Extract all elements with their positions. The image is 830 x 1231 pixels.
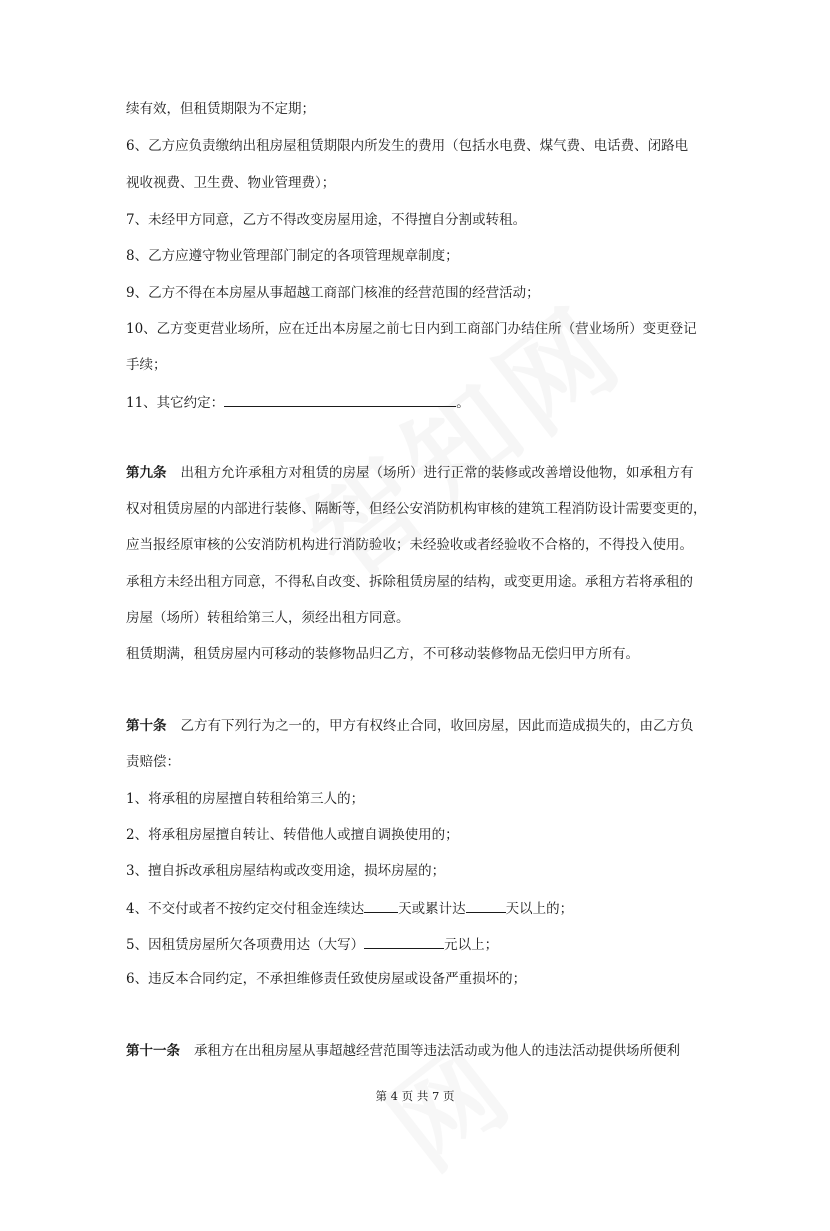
item-5-text-b: 元以上；	[444, 937, 499, 953]
clause-9: 9、乙方不得在本房屋从事超越工商部门核准的经营范围的经营活动；	[126, 285, 540, 301]
item-4-text-a: 4、不交付或者不按约定交付租金连续达	[126, 901, 365, 917]
clause-11	[126, 393, 470, 411]
clause-continuation: 续有效，但租赁期限为不定期；	[126, 101, 315, 117]
clause-7: 7、未经甲方同意，乙方不得改变房屋用途，不得擅自分割或转租。	[126, 212, 527, 228]
article-10-item-4	[126, 899, 573, 917]
page-number: 第 4 页 共 7 页	[375, 1089, 455, 1103]
article-10-line-1	[126, 718, 694, 734]
clause-6: 6、乙方应负责缴纳出租房屋租赁期限内所发生的费用（包括水电费、煤气费、电话费、闭路电	[126, 138, 689, 154]
article-10-item-6: 6、违反本合同约定，不承担维修责任致使房屋或设备严重损坏的；	[126, 971, 527, 987]
clause-10-cont: 手续；	[126, 357, 167, 373]
cumulative-days-blank[interactable]	[466, 899, 506, 913]
clause-8: 8、乙方应遵守物业管理部门制定的各项管理规章制度；	[126, 248, 459, 264]
article-9-line-3: 应当报经原审核的公安消防机构进行消防验收；未经验收或者经验收不合格的，不得投入使用。	[126, 537, 693, 553]
article-9-text: 出租方允许承租方对租赁的房屋（场所）进行正常的装修或改善增设他物，如承租方有	[180, 465, 694, 481]
article-9-title: 第九条	[126, 465, 167, 481]
item-4-text-c: 天以上的；	[505, 901, 574, 917]
article-9-line-5: 房屋（场所）转租给第三人，须经出租方同意。	[126, 610, 410, 626]
amount-capital-blank[interactable]	[364, 935, 444, 949]
article-10-title: 第十条	[126, 718, 167, 734]
article-9-line-6: 租赁期满，租赁房屋内可移动的装修物品归乙方，不可移动装修物品无偿归甲方所有。	[126, 646, 639, 662]
item-5-text-a: 5、因租赁房屋所欠各项费用达（大写）	[126, 937, 365, 953]
consecutive-days-blank[interactable]	[364, 899, 398, 913]
article-10-item-3: 3、擅自拆改承租房屋结构或改变用途，损坏房屋的；	[126, 863, 446, 879]
article-9-line-1	[126, 465, 694, 481]
clause-6-cont: 视收视费、卫生费、物业管理费）；	[126, 175, 336, 191]
clause-11-end: 。	[456, 395, 470, 411]
article-10-item-2: 2、将承租房屋擅自转让、转借他人或擅自调换使用的；	[126, 827, 459, 843]
article-10-text: 乙方有下列行为之一的，甲方有权终止合同，收回房屋，因此而造成损失的，由乙方负	[180, 718, 694, 734]
article-9-line-2: 权对租赁房屋的内部进行装修、隔断等，但经公安消防机构审核的建筑工程消防设计需要变更的，	[126, 501, 707, 517]
article-10-item-5	[126, 935, 498, 953]
article-10-item-1: 1、将承租的房屋擅自转租给第三人的；	[126, 791, 365, 807]
item-4-text-b: 天或累计达	[398, 901, 466, 917]
article-10-line-2: 责赔偿：	[126, 754, 180, 770]
other-agreement-blank[interactable]	[224, 393, 456, 407]
clause-11-label: 11、其它约定：	[126, 395, 225, 411]
article-11-title: 第十一条	[126, 1043, 180, 1059]
clause-10: 10、乙方变更营业场所，应在迁出本房屋之前七日内到工商部门办结住所（营业场所）变更登记	[126, 321, 697, 337]
article-11-text: 承租方在出租房屋从事超越经营范围等违法活动或为他人的违法活动提供场所便利	[194, 1043, 680, 1059]
article-11-line-1	[126, 1043, 680, 1059]
article-9-line-4: 承租方未经出租方同意，不得私自改变、拆除租赁房屋的结构，或变更用途。承租方若将承租的	[126, 574, 693, 590]
